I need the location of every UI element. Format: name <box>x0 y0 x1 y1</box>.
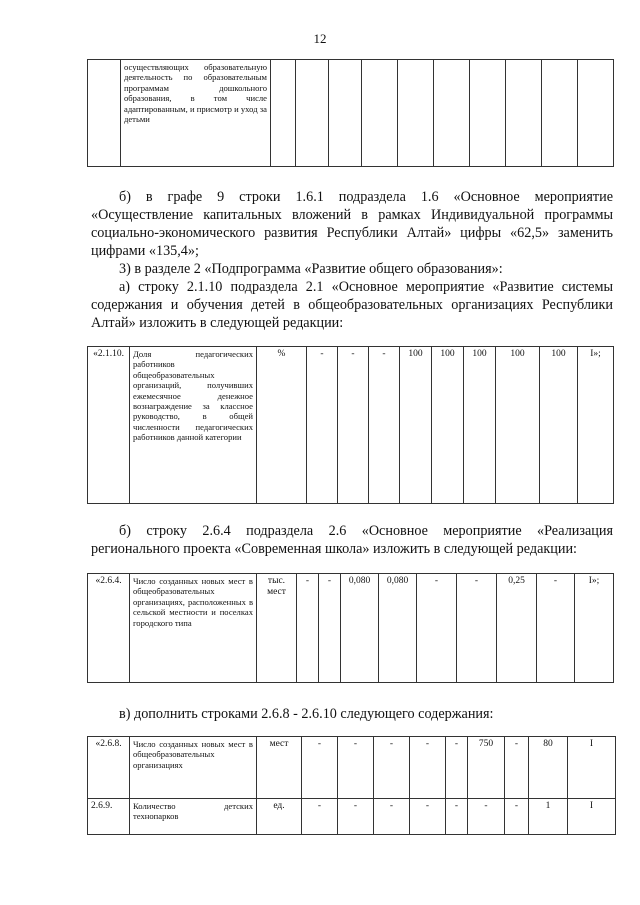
table-row-2-1-10 <box>87 346 614 504</box>
value-cell: 0,080 <box>379 574 417 683</box>
page-number: 12 <box>313 31 327 46</box>
value-cell: I <box>568 799 616 835</box>
value-cell: - <box>446 799 468 835</box>
value-cell: I <box>568 737 616 799</box>
table-cell <box>542 60 578 167</box>
value-cell: - <box>410 737 446 799</box>
table-cell <box>329 60 362 167</box>
table-cell <box>271 60 296 167</box>
table-cell <box>578 60 614 167</box>
value-cell: - <box>505 799 529 835</box>
value-cell: 80 <box>529 737 568 799</box>
table-cell <box>506 60 542 167</box>
indicator-description: Количество детских технопарков <box>130 799 257 835</box>
value-cell: 100 <box>464 347 496 504</box>
value-cell: - <box>374 799 410 835</box>
row-number: 2.6.9. <box>88 799 130 835</box>
paragraph-b2: б) строку 2.6.4 подраздела 2.6 «Основное мероприятие «Реализация регионального проекта «Современная школа» изложить в следующей редакции: <box>91 523 613 557</box>
unit-cell: мест <box>257 737 302 799</box>
value-cell: - <box>410 799 446 835</box>
value-cell: - <box>302 737 338 799</box>
value-cell: 0,25 <box>497 574 537 683</box>
paragraph-a: а) строку 2.1.10 подраздела 2.1 «Основное мероприятие «Развитие системы содержания и обучения детей в общеобразовательных организациях Республики Алтай» изложить в следующей редакции: <box>91 279 613 331</box>
value-cell: 100 <box>432 347 464 504</box>
value-cell: - <box>505 737 529 799</box>
table-row <box>88 347 614 504</box>
value-cell: - <box>417 574 457 683</box>
value-cell: - <box>369 347 400 504</box>
table-cell <box>398 60 434 167</box>
value-cell: - <box>302 799 338 835</box>
value-cell: - <box>457 574 497 683</box>
indicator-description: осуществляющих образовательную деятельность по образовательным программам дошкольного образования, в том числе адаптированным, и присмотр и уход за детьми <box>121 60 271 167</box>
unit-cell: ед. <box>257 799 302 835</box>
table-cell <box>88 60 121 167</box>
table-row <box>88 60 614 167</box>
table-row <box>88 737 616 799</box>
row-number: «2.6.8. <box>88 737 130 799</box>
table-continuation <box>87 59 614 167</box>
table-cell <box>434 60 470 167</box>
table-cell <box>470 60 506 167</box>
value-cell: 750 <box>468 737 505 799</box>
table-new-rows <box>87 736 616 835</box>
indicator-description: Доля педагогических работников общеобразовательных организаций, получивших ежемесячное денежное вознаграждение за классное руководство, в общей численности педагогических работников данной категории <box>130 347 257 504</box>
table-cell <box>362 60 398 167</box>
value-cell: 0,080 <box>341 574 379 683</box>
unit-cell: % <box>257 347 307 504</box>
indicator-description: Число созданных новых мест в общеобразовательных организациях, расположенных в сельской местности и поселках городского типа <box>130 574 257 683</box>
value-cell: 100 <box>496 347 540 504</box>
indicator-description: Число созданных новых мест в общеобразовательных организациях <box>130 737 257 799</box>
value-cell: - <box>338 737 374 799</box>
paragraph-b1: б) в графе 9 строки 1.6.1 подраздела 1.6 «Основное мероприятие «Осуществление капитальных вложений в рамках Индивидуальной программы социально-экономического развития Республики Алтай» цифры «62,5» заменить цифрами «135,4»; <box>91 189 613 259</box>
value-cell: - <box>319 574 341 683</box>
table-row <box>88 574 614 683</box>
paragraph-v: в) дополнить строками 2.6.8 - 2.6.10 следующего содержания: <box>119 706 494 722</box>
table-row-2-6-4 <box>87 573 614 683</box>
value-cell: - <box>374 737 410 799</box>
table-row <box>88 799 616 835</box>
value-cell: 1 <box>529 799 568 835</box>
value-cell: - <box>338 347 369 504</box>
row-number: «2.6.4. <box>88 574 130 683</box>
value-cell: I»; <box>578 347 614 504</box>
unit-cell: тыс. мест <box>257 574 297 683</box>
row-number: «2.1.10. <box>88 347 130 504</box>
value-cell: - <box>468 799 505 835</box>
value-cell: - <box>297 574 319 683</box>
value-cell: 100 <box>540 347 578 504</box>
paragraph-section-3: 3) в разделе 2 «Подпрограмма «Развитие общего образования»: <box>119 261 503 277</box>
value-cell: - <box>307 347 338 504</box>
value-cell: - <box>537 574 575 683</box>
value-cell: - <box>338 799 374 835</box>
value-cell: - <box>446 737 468 799</box>
table-cell <box>296 60 329 167</box>
value-cell: I»; <box>575 574 614 683</box>
value-cell: 100 <box>400 347 432 504</box>
